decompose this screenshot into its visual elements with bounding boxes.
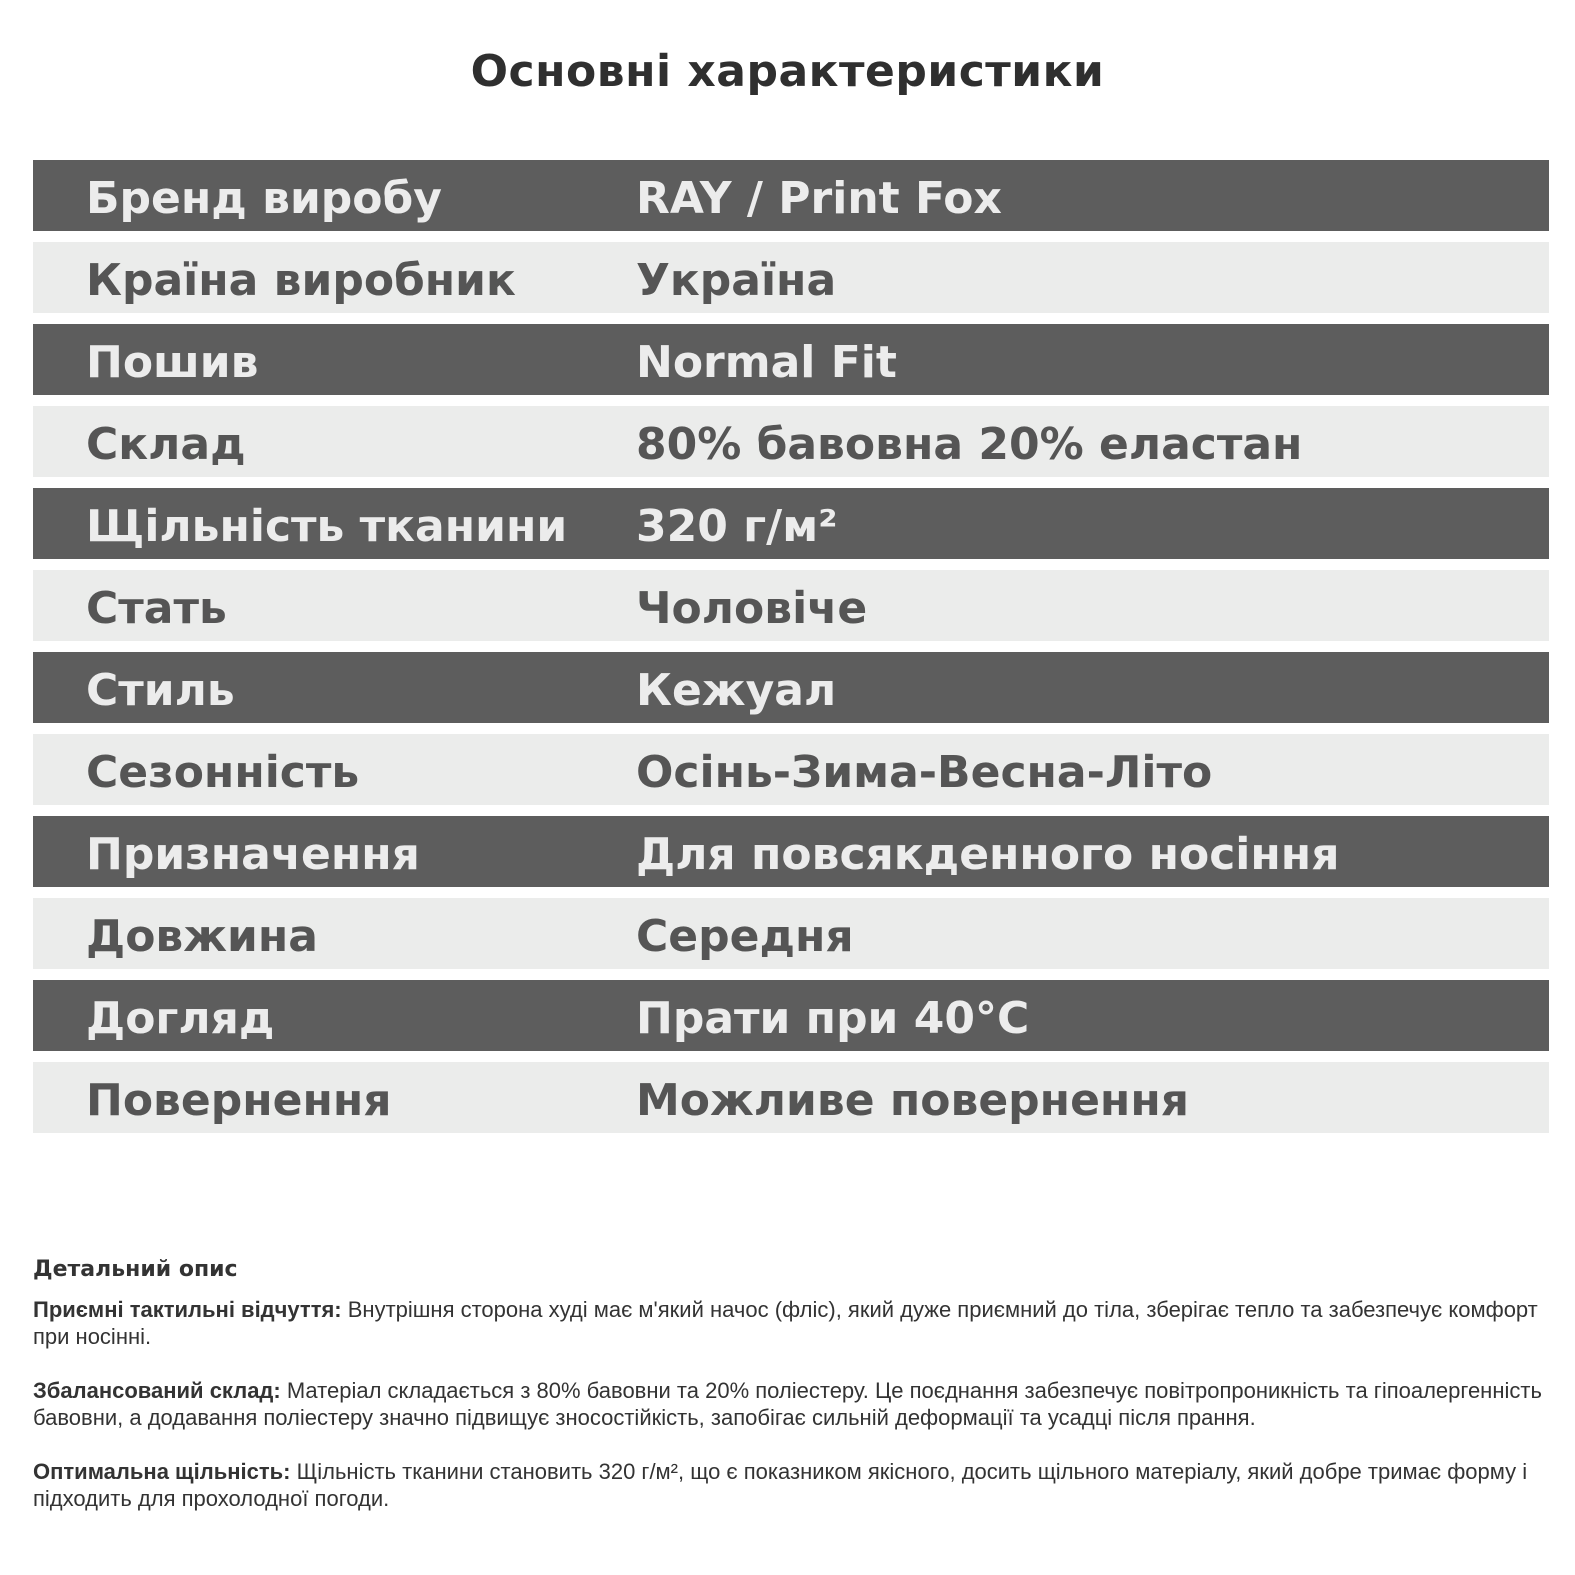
spec-value: Normal Fit	[636, 337, 897, 388]
spec-label: Бренд виробу	[86, 173, 442, 224]
spec-value: Прати при 40°C	[636, 993, 1030, 1044]
spec-row-composition	[33, 406, 1549, 477]
specs-table	[33, 160, 1549, 1144]
paragraph-text: Внутрішня сторона худі має м'який начос (фліс), який дуже приємний до тіла, зберігає тепло та забезпечує комфорт при носінні.	[33, 1297, 1538, 1349]
spec-value: Можливе повернення	[636, 1075, 1189, 1126]
detailed-description	[33, 1256, 1543, 1539]
spec-row-care	[33, 980, 1549, 1051]
spec-row-brand	[33, 160, 1549, 231]
spec-label: Стать	[86, 583, 227, 634]
spec-label: Повернення	[86, 1075, 392, 1126]
spec-row-fit	[33, 324, 1549, 395]
paragraph-text: Щільність тканини становить 320 г/м², що є показником якісного, досить щільного матеріалу, який добре тримає форму і підходить для прохолодної погоди.	[33, 1459, 1528, 1511]
spec-row-style	[33, 652, 1549, 723]
spec-value: 80% бавовна 20% еластан	[636, 419, 1303, 470]
spec-row-return	[33, 1062, 1549, 1133]
spec-value: Кежуал	[636, 665, 837, 716]
spec-label: Сезонність	[86, 747, 360, 798]
spec-row-season	[33, 734, 1549, 805]
paragraph-lead: Приємні тактильні відчуття:	[33, 1297, 342, 1322]
spec-label: Пошив	[86, 337, 259, 388]
spec-row-country	[33, 242, 1549, 313]
spec-row-length	[33, 898, 1549, 969]
spec-label: Склад	[86, 419, 246, 470]
spec-value: 320 г/м²	[636, 501, 838, 552]
page-title: Основні характеристики	[470, 46, 1105, 97]
description-paragraph	[33, 1458, 1543, 1512]
spec-value: Чоловіче	[636, 583, 868, 634]
spec-row-density	[33, 488, 1549, 559]
spec-label: Догляд	[86, 993, 275, 1044]
spec-row-purpose	[33, 816, 1549, 887]
spec-value: Осінь-Зима-Весна-Літо	[636, 747, 1213, 798]
spec-label: Довжина	[86, 911, 318, 962]
spec-value: Середня	[636, 911, 854, 962]
paragraph-lead: Оптимальна щільність:	[33, 1459, 291, 1484]
spec-value: Україна	[636, 255, 837, 306]
spec-value: Для повсякденного носіння	[636, 829, 1340, 880]
description-heading: Детальний опис	[33, 1257, 238, 1282]
spec-label: Країна виробник	[86, 255, 516, 306]
spec-label: Призначення	[86, 829, 420, 880]
spec-label: Щільність тканини	[86, 501, 568, 552]
spec-label: Стиль	[86, 665, 235, 716]
spec-value: RAY / Print Fox	[636, 173, 1002, 224]
paragraph-text: Матеріал складається з 80% бавовни та 20% поліестеру. Це поєднання забезпечує повітропроникність та гіпоалергенність бавовни, а додавання поліестеру значно підвищує зносостійкість, запобігає сильній деформації та усадці після прання.	[33, 1378, 1542, 1430]
paragraph-lead: Збалансований склад:	[33, 1378, 281, 1403]
description-paragraph	[33, 1377, 1543, 1431]
description-paragraph	[33, 1296, 1543, 1350]
spec-row-gender	[33, 570, 1549, 641]
